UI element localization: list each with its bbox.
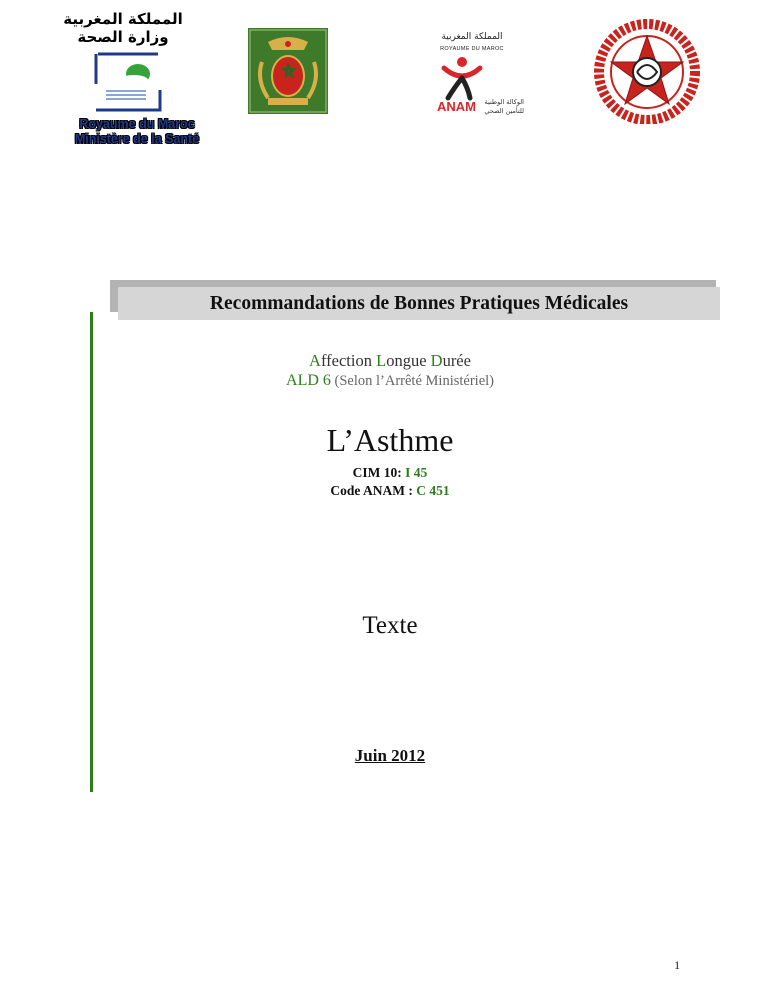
- royal-emblem-icon: [248, 28, 328, 114]
- page-number: 1: [674, 960, 680, 972]
- ald-affection-line: Affection Longue Durée: [309, 351, 471, 370]
- anam-french-header: ROYAUME DU MAROC: [440, 46, 504, 52]
- cim-code-line: CIM 10: I 45: [352, 465, 428, 480]
- document-type: Texte: [362, 612, 418, 639]
- document-title: Recommandations de Bonnes Pratiques Médicales: [118, 287, 720, 320]
- anam-code-line: Code ANAM : C 451: [330, 483, 450, 498]
- anam-name: ANAM: [437, 99, 476, 114]
- left-accent-rule: [90, 312, 93, 792]
- ministry-french-name: Royaume du Maroc Ministère de la Santé: [74, 117, 200, 146]
- anam-arabic-header: المملكة المغربية: [441, 32, 503, 42]
- ministry-logo-icon: [92, 50, 164, 114]
- society-seal-icon: [585, 14, 705, 124]
- anam-figure-icon: [440, 54, 484, 102]
- ministry-arabic-name: المملكة المغربية وزارة الصحة: [63, 10, 183, 46]
- anam-arabic-name: الوكالة الوطنية للتأمين الصحي: [484, 98, 524, 115]
- ald-code-line: ALD 6 (Selon l’Arrêté Ministériel): [286, 372, 494, 389]
- document-date: Juin 2012: [354, 746, 426, 765]
- disease-title: L’Asthme: [326, 422, 454, 458]
